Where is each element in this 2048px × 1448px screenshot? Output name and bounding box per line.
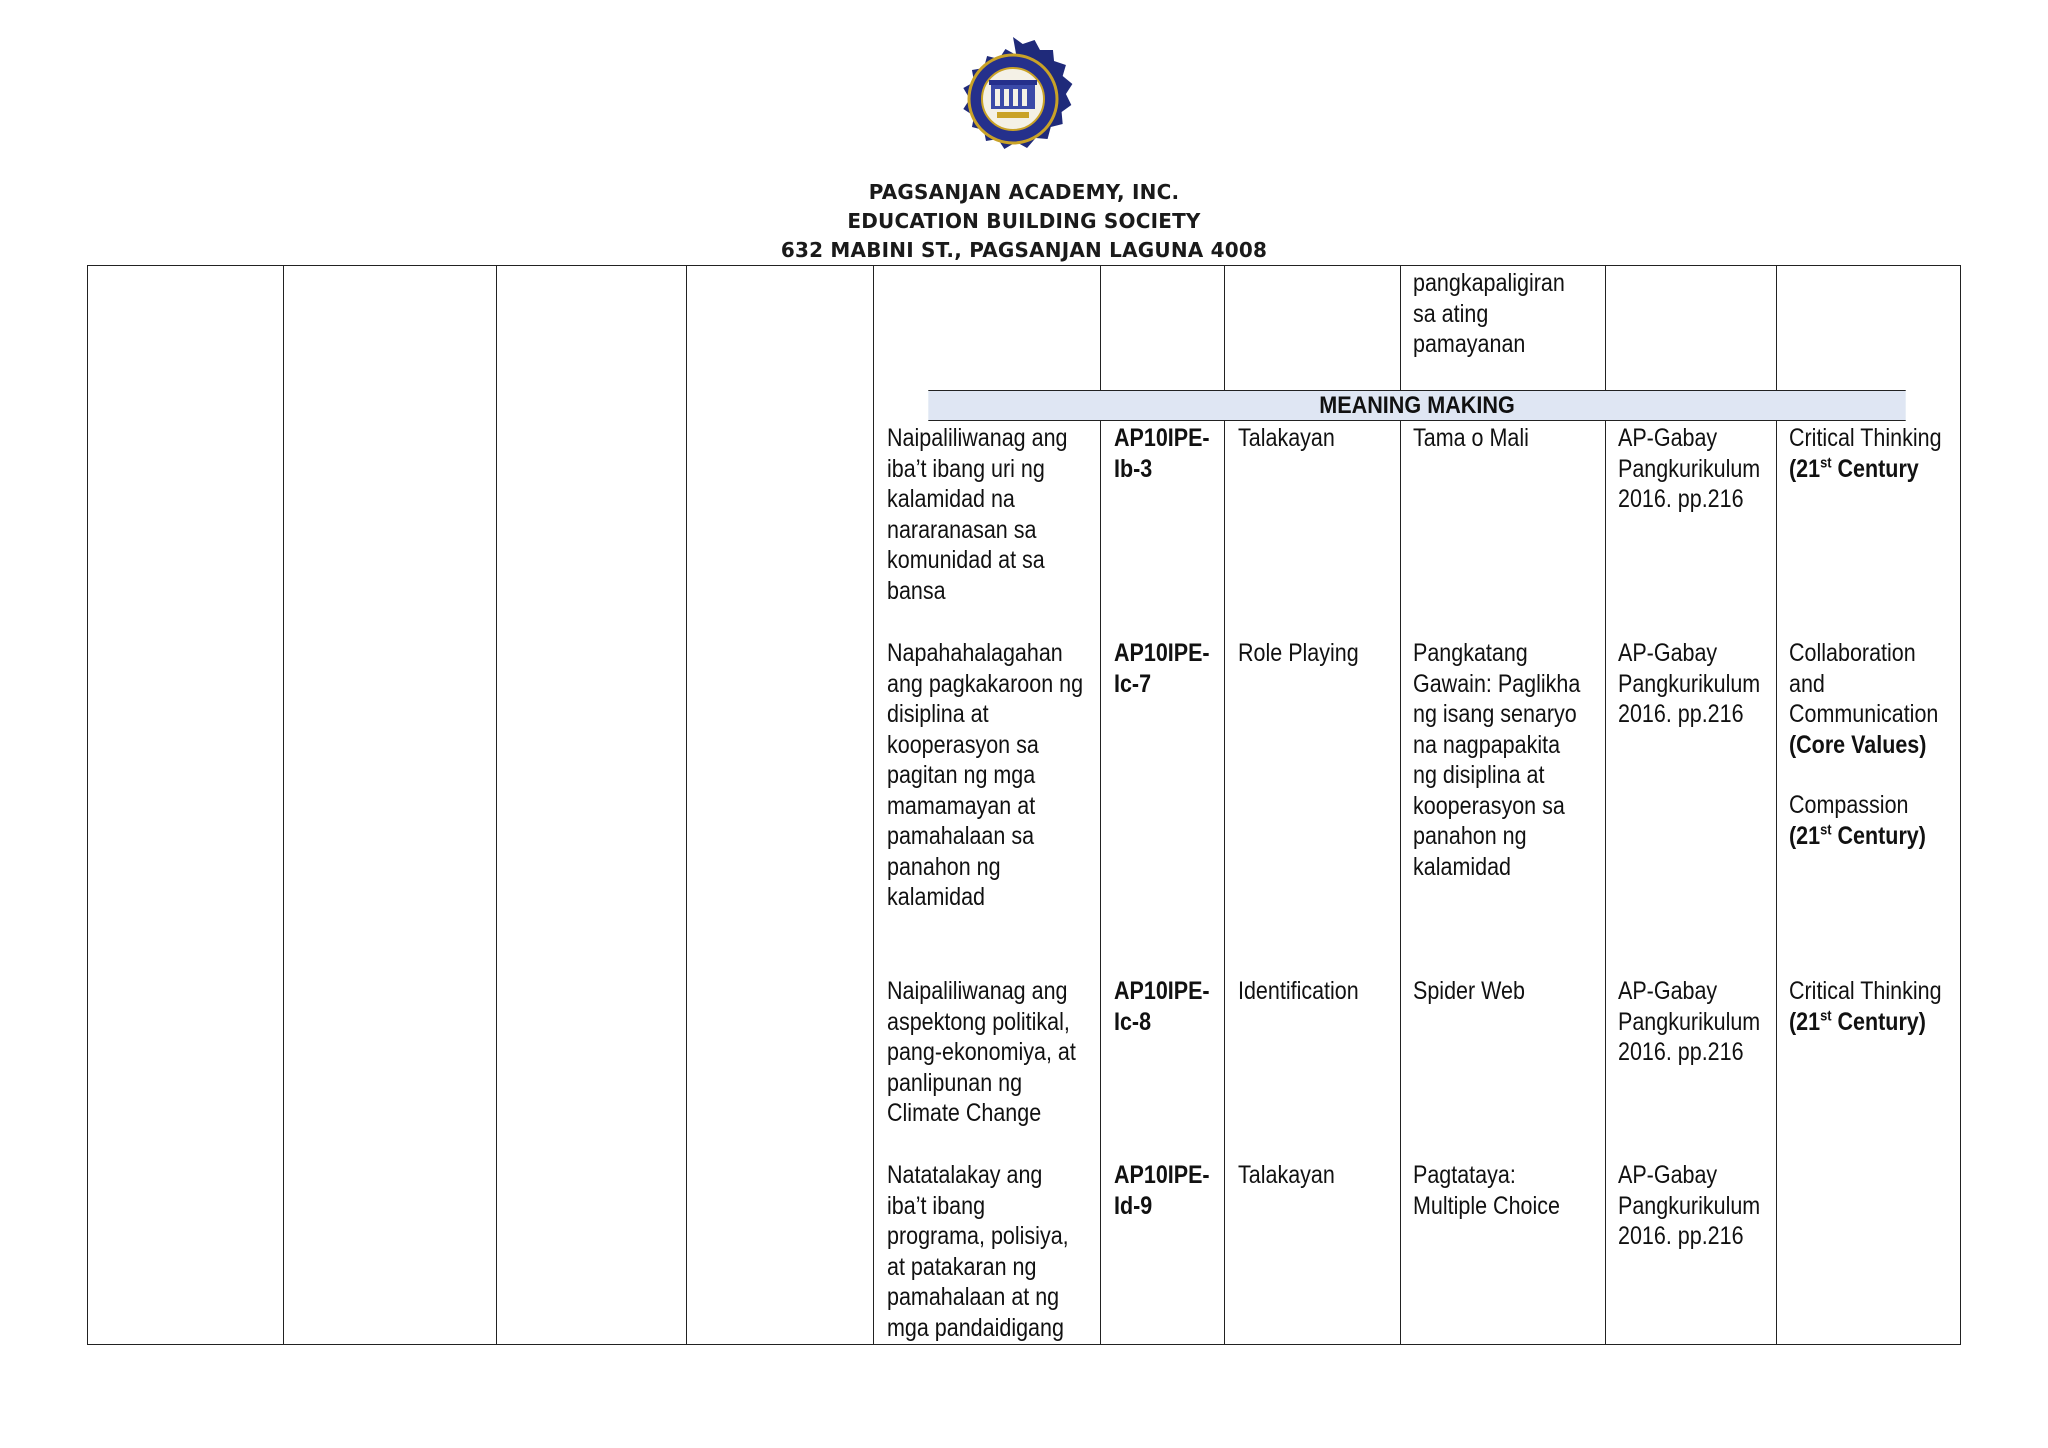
skill-label: Collaboration and Communication: [1789, 639, 1939, 728]
skill-tag: (21st Century): [1789, 821, 1926, 850]
skill-tag: (21st Century: [1789, 454, 1919, 483]
column-divider: [496, 265, 497, 1345]
school-name: PAGSANJAN ACADEMY, INC.: [868, 180, 1180, 204]
column-divider: [1776, 265, 1777, 390]
competency-cell: Naipaliliwanag ang iba’t ibang uri ng kalamidad na nararanasan sa komunidad at sa bansa: [887, 424, 1068, 605]
skill-label: Critical Thinking: [1789, 977, 1942, 1005]
column-divider: [1400, 265, 1401, 390]
competency-cell: Natatalakay ang iba’t ibang programa, polisiya, at patakaran ng pamahalaan at ng mga pandaidigang: [887, 1161, 1069, 1342]
competency-cell: Naipaliliwanag ang aspektong politikal, pang-ekonomiya, at panlipunan ng Climate Change: [887, 977, 1076, 1127]
continued-assessment-text: pangkapaligiran sa ating pamayanan: [1413, 269, 1565, 358]
school-seal-logo: [945, 37, 1081, 161]
skills-cell: [1789, 976, 1942, 1037]
column-divider: [1100, 421, 1101, 1345]
strategy-cell: Role Playing: [1238, 639, 1359, 667]
column-divider: [1605, 265, 1606, 390]
skills-cell: [1789, 423, 1942, 484]
column-divider: [1100, 265, 1101, 390]
skill-label: Compassion: [1789, 791, 1909, 819]
column-divider: [283, 265, 284, 1345]
assessment-cell: Spider Web: [1413, 977, 1525, 1005]
column-divider: [873, 265, 874, 1345]
school-society: EDUCATION BUILDING SOCIETY: [847, 209, 1201, 233]
code-cell: AP10IPE- Ic-8: [1114, 977, 1210, 1036]
column-divider: [686, 265, 687, 1345]
skill-tag: (Core Values): [1789, 730, 1927, 759]
resource-cell: AP-Gabay Pangkurikulum 2016. pp.216: [1618, 639, 1761, 728]
resource-cell: AP-Gabay Pangkurikulum 2016. pp.216: [1618, 977, 1761, 1066]
section-band-meaning-making: MEANING MAKING: [928, 390, 1905, 421]
strategy-cell: Talakayan: [1238, 424, 1335, 452]
column-divider: [1776, 421, 1777, 1345]
strategy-cell: Identification: [1238, 977, 1359, 1005]
skills-cell: [1789, 638, 1938, 851]
school-address: 632 MABINI ST., PAGSANJAN LAGUNA 4008: [780, 238, 1268, 262]
resource-cell: AP-Gabay Pangkurikulum 2016. pp.216: [1618, 424, 1761, 513]
competency-cell: Napahahalagahan ang pagkakaroon ng disiplina at kooperasyon sa pagitan ng mga mamamayan at pamahalaan sa panahon ng kalamidad: [887, 639, 1084, 911]
assessment-cell: Pagtataya: Multiple Choice: [1413, 1161, 1560, 1220]
column-divider: [1400, 421, 1401, 1345]
column-divider: [1605, 421, 1606, 1345]
code-cell: AP10IPE- Ic-7: [1114, 639, 1210, 698]
column-divider: [1224, 421, 1225, 1345]
strategy-cell: Talakayan: [1238, 1161, 1335, 1189]
skill-label: Critical Thinking: [1789, 424, 1942, 452]
assessment-cell: Tama o Mali: [1413, 424, 1529, 452]
assessment-cell: Pangkatang Gawain: Paglikha ng isang senaryo na nagpapakita ng disiplina at kooperasyon sa panahon ng kalamidad: [1413, 639, 1581, 881]
code-cell: AP10IPE- Ib-3: [1114, 424, 1210, 483]
code-cell: AP10IPE- Id-9: [1114, 1161, 1210, 1220]
skill-tag: (21st Century): [1789, 1007, 1926, 1036]
column-divider: [1224, 265, 1225, 390]
resource-cell: AP-Gabay Pangkurikulum 2016. pp.216: [1618, 1161, 1761, 1250]
